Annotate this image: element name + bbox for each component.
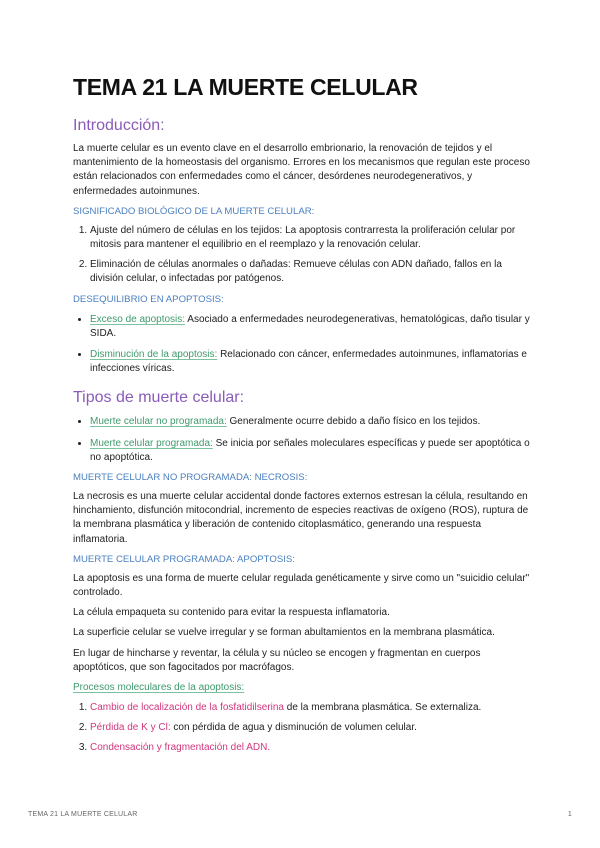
list-item (90, 436, 535, 465)
term-link[interactable]: Muerte celular programada: (90, 437, 213, 449)
footer-label: TEMA 21 LA MUERTE CELULAR (28, 811, 138, 818)
significado-heading: SIGNIFICADO BIOLÓGICO DE LA MUERTE CELULAR: (73, 205, 315, 217)
list-item (90, 312, 535, 341)
list-item (90, 721, 535, 735)
tipos-list (73, 414, 535, 465)
term-link[interactable]: Muerte celular no programada: (90, 416, 227, 428)
intro-heading: Introducción: (73, 117, 165, 134)
term-link[interactable]: Disminución de la apoptosis: (90, 349, 218, 361)
term-highlight: Pérdida de K y Cl: (90, 722, 171, 734)
procesos-list (73, 701, 535, 756)
item-text: Relacionado con cáncer, enfermedades autoinmunes, inflamatorias e infecciones víricas. (90, 349, 527, 375)
apoptosis-paragraph: La apoptosis es una forma de muerte celular regulada genéticamente y sirve como un "suicidio celular" controlado. (73, 572, 530, 599)
term-link[interactable]: Exceso de apoptosis: (90, 313, 186, 325)
necrosis-heading: MUERTE CELULAR NO PROGRAMADA: NECROSIS: (73, 472, 308, 484)
document-page (73, 72, 535, 762)
item-text: de la membrana plasmática. Se externaliza. (284, 702, 482, 714)
desequilibrio-list (73, 312, 535, 377)
term-highlight: Condensación y fragmentación del ADN. (90, 742, 271, 754)
list-item (90, 414, 535, 429)
necrosis-paragraph: La necrosis es una muerte celular accidental donde factores externos estresan la célula, resultando en hinchamiento, disfunción mitocondrial, incremento de especies reactivas de oxígeno (ROS), ruptura de la membrana plasmática y liberación de contenido citoplasmático, generando una respuesta inflamatoria. (73, 491, 529, 545)
term-highlight: Cambio de localización de la fosfatidilserina (90, 702, 284, 714)
significado-list (73, 224, 535, 287)
desequilibrio-heading: DESEQUILIBRIO EN APOPTOSIS: (73, 293, 224, 305)
page-number: 1 (567, 811, 572, 818)
list-item: 2. Eliminación de células anormales o dañadas: Remueve células con ADN dañado, fallos en la división celular, o infectadas por patógenos. (90, 258, 535, 286)
apoptosis-paragraph: La superficie celular se vuelve irregular y se forman abultamientos en la membrana plasmática. (73, 627, 495, 639)
item-text: Asociado a enfermedades neurodegenerativas, hematológicas, daño tisular y SIDA. (90, 313, 530, 339)
item-text: Generalmente ocurre debido a daño físico en los tejidos. (226, 416, 481, 428)
apoptosis-heading: MUERTE CELULAR PROGRAMADA: APOPTOSIS: (73, 553, 295, 565)
list-item (90, 347, 535, 376)
page-title: TEMA 21 LA MUERTE CELULAR (73, 74, 418, 100)
item-text: con pérdida de agua y disminución de volumen celular. (170, 722, 417, 734)
apoptosis-paragraph: En lugar de hincharse y reventar, la célula y su núcleo se encogen y fragmentan en cuerpos apoptóticos, que son fagocitados por macrófagos. (73, 647, 481, 673)
list-item (90, 741, 535, 755)
apoptosis-paragraph: La célula empaqueta su contenido para evitar la respuesta inflamatoria. (73, 607, 390, 619)
tipos-heading: Tipos de muerte celular: (73, 389, 245, 407)
item-text: Se inicia por señales moleculares específicas y puede ser apoptótica o no apoptótica. (90, 437, 530, 463)
procesos-heading-link[interactable]: Procesos moleculares de la apoptosis: (73, 682, 245, 694)
list-item (90, 701, 535, 715)
list-item: 1. Ajuste del número de células en los tejidos: La apoptosis contrarresta la proliferación celular por mitosis para mantener el equilibrio en el reemplazo y la renovación celular. (90, 224, 535, 252)
intro-paragraph: La muerte celular es un evento clave en el desarrollo embrionario, la renovación de tejidos y el mantenimiento de la homeostasis del organismo. Errores en los mecanismos que regulan este proceso están relacionados con enfermedades como el cáncer, desórdenes neurodegenerativos, y enfermedades autoinmunes. (73, 143, 530, 197)
page-footer (28, 811, 572, 818)
